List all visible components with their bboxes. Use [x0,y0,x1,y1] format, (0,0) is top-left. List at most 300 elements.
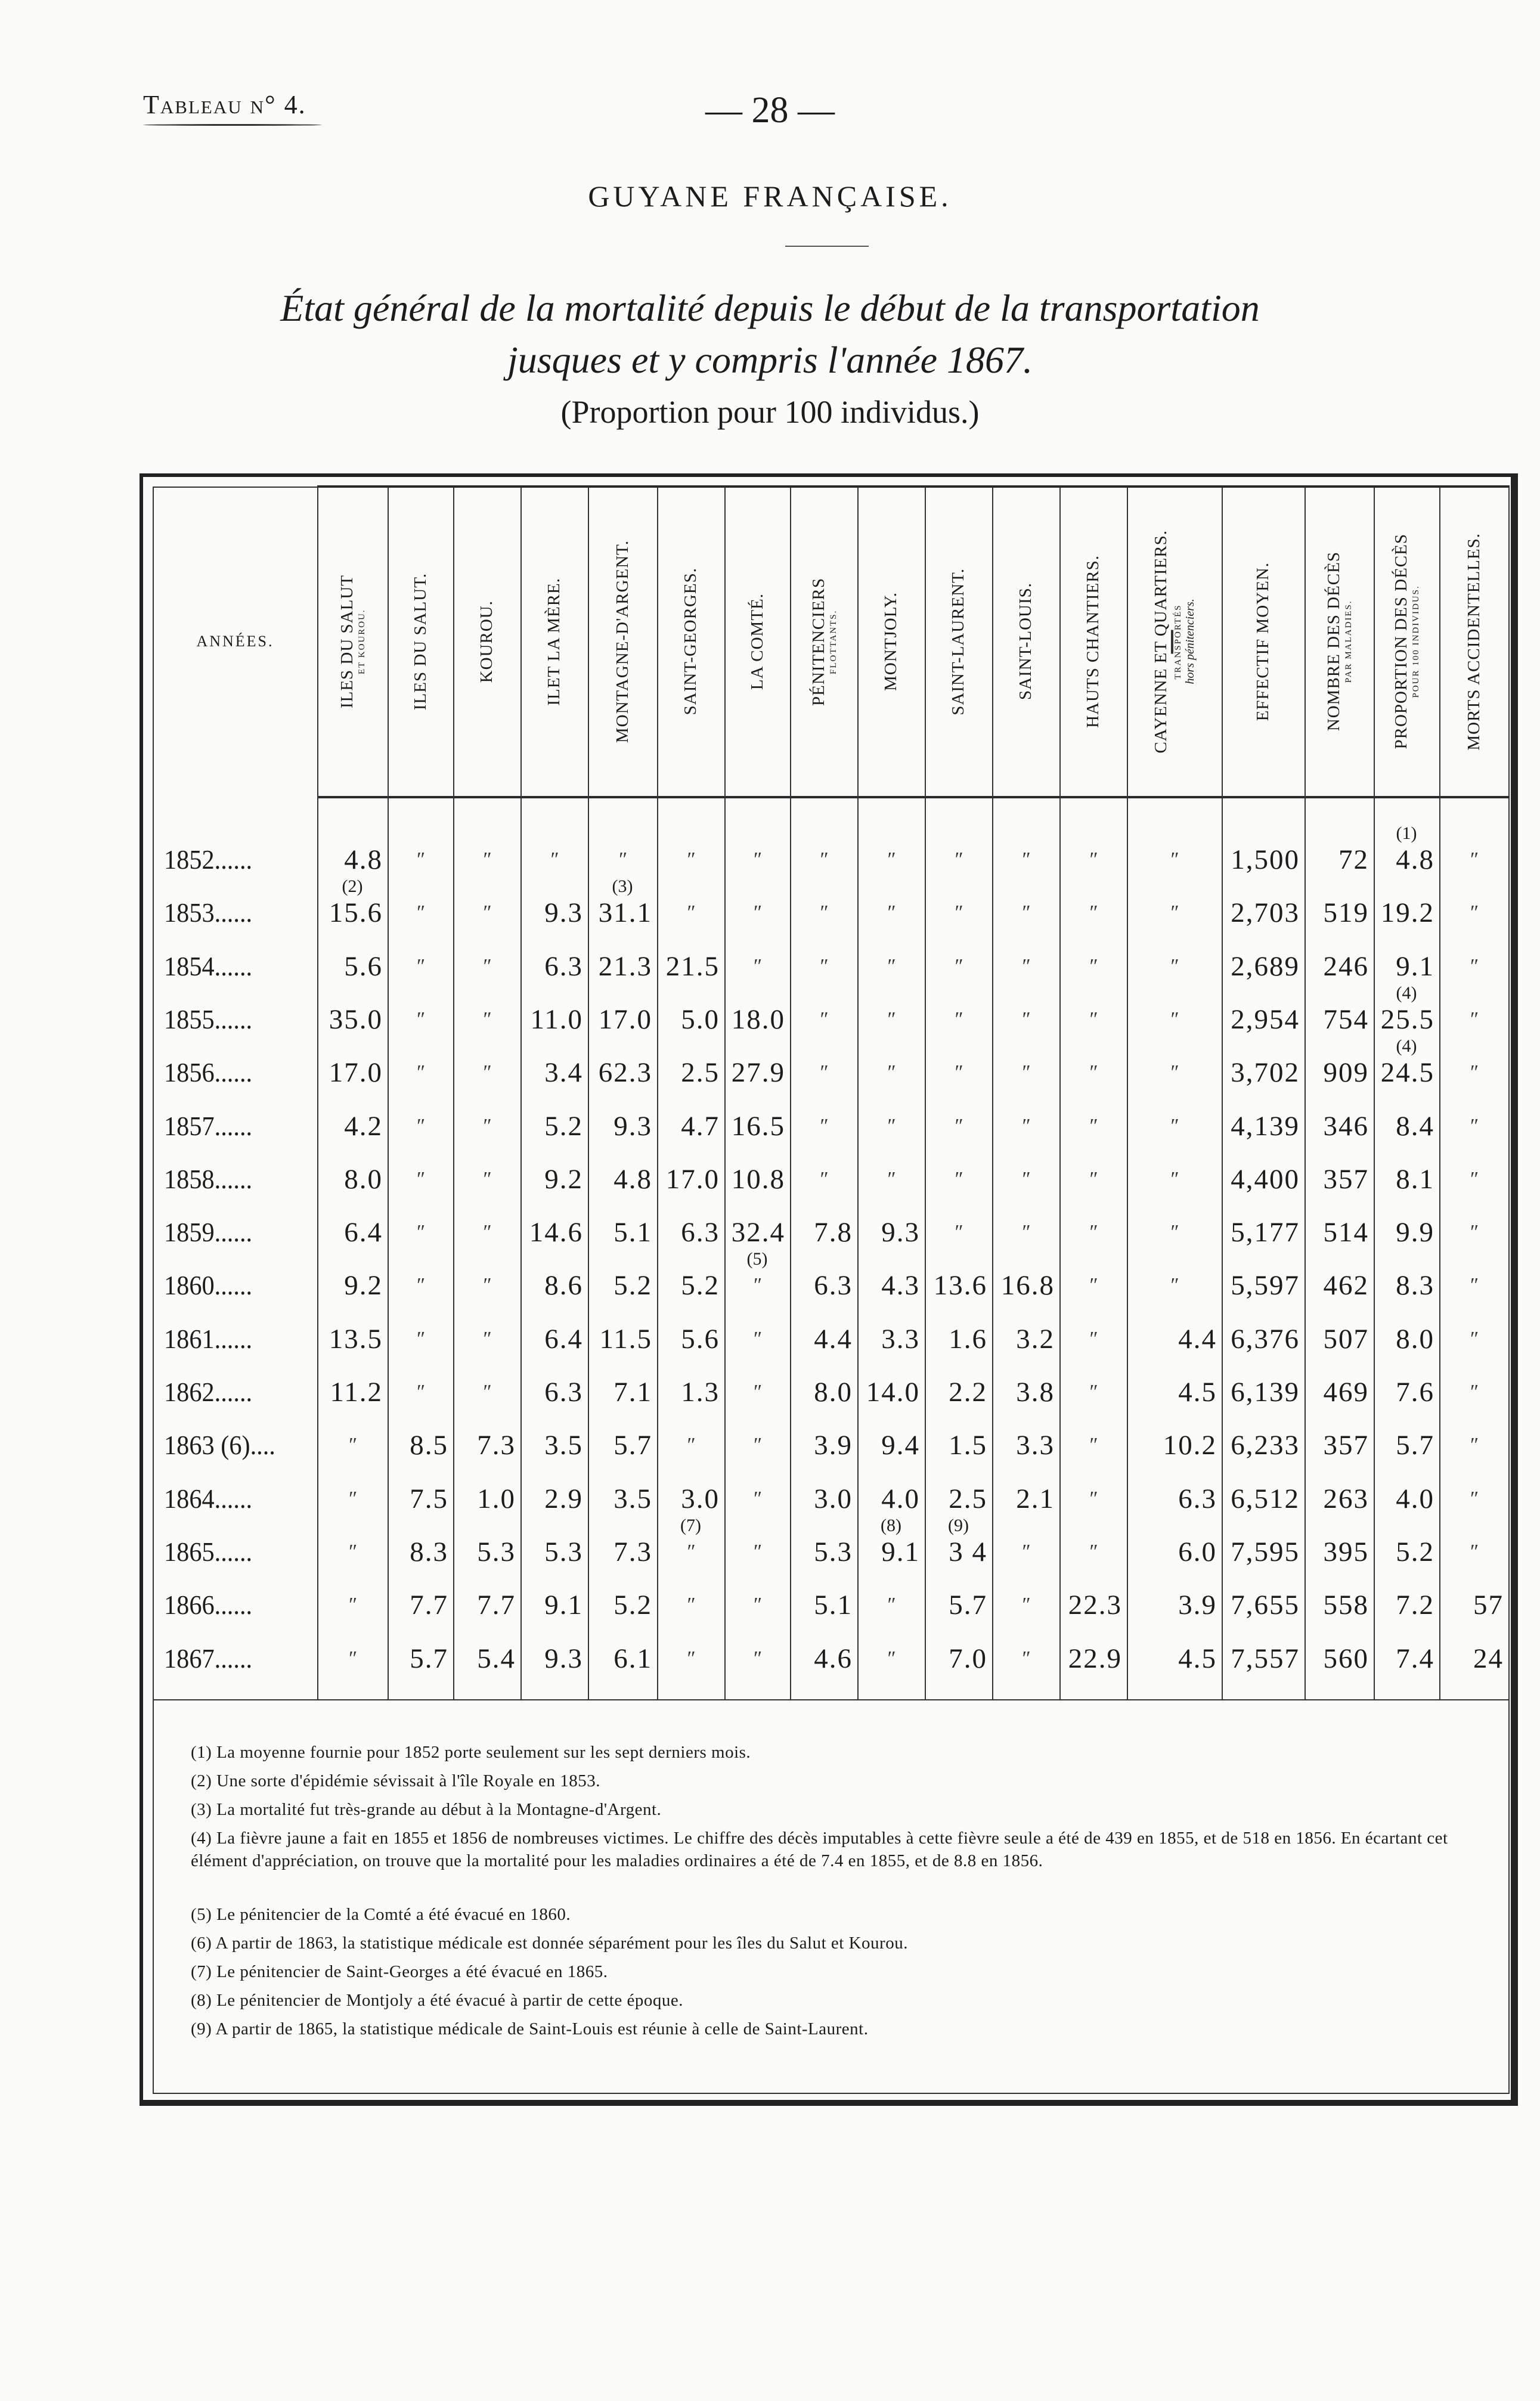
column-header [588,490,657,793]
table-cell: 5.2 [681,1270,720,1302]
ditto-mark: ″ [686,1540,696,1563]
table-cell: 6.3 [544,950,583,982]
table-cell: 7.3 [613,1536,652,1567]
table-cell: 17.0 [665,1163,720,1195]
ditto-mark: ″ [1021,1594,1031,1616]
table-cell: 7.6 [1396,1377,1434,1408]
table-cell: 4.6 [814,1643,853,1674]
table-cell: 8.0 [344,1163,383,1195]
footnote: (8) Le pénitencier de Montjoly a été évacué à partir de cette époque. [191,1991,683,2010]
column-header-text [411,573,430,710]
table-cell: 7.0 [949,1643,987,1674]
ditto-mark: ″ [415,1381,426,1403]
ditto-mark: ″ [1088,1434,1098,1457]
table-cell: 8.3 [1396,1270,1434,1302]
footnote-reference: (5) [746,1249,768,1269]
table-cell: 4.0 [881,1483,920,1514]
table-cell: 7.8 [814,1217,853,1248]
footnote: (5) Le pénitencier de la Comté a été évacué en 1860. [191,1905,571,1924]
table-cell: 5,177 [1231,1217,1300,1248]
table-cell: 5.3 [544,1536,583,1567]
ditto-mark: ″ [1468,901,1479,924]
column-header-sublabel: POUR 100 INDIVIDUS. [1411,585,1421,698]
table-cell: 5.2 [544,1110,583,1142]
column-header [453,490,520,793]
table-cell: 7.2 [1396,1590,1434,1621]
ditto-mark: ″ [617,848,628,870]
column-header-label: MONTAGNE-D'ARGENT. [612,540,632,743]
table-cell: 2,703 [1231,897,1300,929]
table-cell: 9.1 [544,1590,583,1621]
table-cell: 246 [1323,950,1369,982]
column-header [857,490,925,793]
ditto-mark: ″ [953,955,963,977]
table-cell: 3 4 [949,1536,987,1567]
table-cell: 16.5 [731,1110,785,1142]
table-cell: 5.6 [681,1323,720,1355]
ditto-mark: ″ [752,1381,763,1403]
ditto-mark: ″ [1021,848,1031,870]
table-cell: 2.5 [681,1057,720,1089]
ditto-mark: ″ [752,1274,763,1297]
ditto-mark: ″ [1468,1487,1479,1510]
table-cell: 6.3 [681,1217,720,1248]
row-year: 1858...... [164,1163,253,1194]
column-header [1222,490,1304,793]
page-number: — 28 — [705,90,835,131]
table-cell: 31.1 [598,897,652,929]
column-header-text [681,568,701,715]
ditto-mark: ″ [1021,901,1031,924]
ditto-mark: ″ [1169,1221,1179,1244]
ditto-mark: ″ [1468,1008,1479,1030]
ditto-mark: ″ [482,1327,492,1350]
row-year: 1853...... [164,897,253,928]
title-line-2: jusques et y compris l'année 1867. [507,339,1033,381]
ditto-mark: ″ [1088,1061,1098,1084]
ditto-mark: ″ [1169,1167,1179,1190]
table-cell: 17.0 [598,1003,652,1035]
ditto-mark: ″ [886,955,896,977]
row-year: 1860...... [164,1270,253,1301]
ditto-mark: ″ [819,1061,829,1084]
column-header-label: MONTJOLY. [881,592,900,691]
footnote-reference: (4) [1396,1036,1417,1057]
table-cell: 22.3 [1068,1590,1122,1621]
table-cell: 5.2 [1396,1536,1434,1567]
table-cell: 909 [1323,1057,1369,1089]
table-cell: 9.3 [544,897,583,929]
table-cell: 3.3 [881,1323,920,1355]
column-header [790,490,857,793]
table-cell: 3.5 [613,1483,652,1514]
table-cell: 3.9 [1178,1590,1217,1621]
table-cell: 507 [1323,1323,1369,1355]
table-cell: 4.3 [881,1270,920,1302]
ditto-mark: ″ [482,1221,492,1244]
ditto-mark: ″ [819,1167,829,1190]
column-header-text [949,568,968,715]
ditto-mark: ″ [1468,1434,1479,1457]
table-cell: 4.4 [1178,1323,1217,1355]
column-header [1304,490,1374,793]
footnote-reference: (8) [881,1515,901,1535]
header-top-rule [317,485,1510,488]
table-cell: 6.4 [344,1217,383,1248]
ditto-mark: ″ [1088,1114,1098,1137]
ditto-mark: ″ [752,1647,763,1669]
ditto-mark: ″ [686,848,696,870]
table-cell: 7,595 [1231,1536,1300,1567]
region-heading: GUYANE FRANÇAISE. [588,179,952,213]
column-header [925,490,992,793]
ditto-mark: ″ [1169,901,1179,924]
table-cell: 9.3 [613,1110,652,1142]
column-header-label: EFFECTIF MOYEN. [1253,562,1272,721]
ditto-mark: ″ [482,848,492,870]
ditto-mark: ″ [1169,1061,1179,1084]
table-cell: 9.4 [881,1430,920,1461]
table-cell: 2.1 [1016,1483,1055,1514]
ditto-mark: ″ [953,1114,963,1137]
table-cell: 7.5 [410,1483,448,1514]
header-bottom-rule [317,796,1510,798]
ditto-mark: ″ [1088,1274,1098,1297]
table-cell: 8.3 [410,1536,448,1567]
column-header-text [1083,555,1103,728]
ditto-mark: ″ [953,1221,963,1244]
table-cell: 2.9 [544,1483,583,1514]
ditto-mark: ″ [347,1434,358,1457]
column-header-text [1392,534,1421,749]
ditto-mark: ″ [415,955,426,977]
table-cell: 7.1 [613,1377,652,1408]
table-cell: 4.8 [613,1163,652,1195]
table-cell: 2,954 [1231,1003,1300,1035]
column-header-label: PÉNITENCIERS [808,577,828,706]
table-cell: 72 [1338,844,1369,875]
table-cell: 8.6 [544,1270,583,1302]
ditto-mark: ″ [1021,1647,1031,1669]
row-year: 1855...... [164,1003,253,1034]
table-cell: 32.4 [731,1217,785,1248]
ditto-mark: ″ [752,848,763,870]
table-cell: 519 [1323,897,1369,929]
table-cell: 3.0 [814,1483,853,1514]
table-cell: 22.9 [1068,1643,1122,1674]
ditto-mark: ″ [686,1594,696,1616]
ditto-mark: ″ [415,1167,426,1190]
column-header [724,490,790,793]
footnote-reference: (4) [1396,983,1417,1003]
column-header [317,490,388,793]
table-cell: 6,512 [1231,1483,1300,1514]
table-cell: 5.1 [814,1590,853,1621]
ditto-mark: ″ [953,901,963,924]
table-cell: 1,500 [1231,844,1300,875]
table-cell: 4,139 [1231,1110,1300,1142]
ditto-mark: ″ [1088,1381,1098,1403]
table-cell: 13.5 [329,1323,383,1355]
table-cell: 8.0 [814,1377,853,1408]
table-cell: 2.5 [949,1483,987,1514]
table-cell: 6,233 [1231,1430,1300,1461]
table-cell: 2.2 [949,1377,987,1408]
column-header-label: ILES DU SALUT. [410,572,430,711]
ditto-mark: ″ [347,1487,358,1510]
table-cell: 9.2 [544,1163,583,1195]
footnote-reference: (9) [948,1515,969,1535]
ditto-mark: ″ [886,1008,896,1030]
table-cell: 7.4 [1396,1643,1434,1674]
ditto-mark: ″ [953,1008,963,1030]
column-header-text [1151,530,1197,754]
table-cell: 10.2 [1163,1430,1217,1461]
table-cell: 9.1 [1396,950,1434,982]
table-cell: 19.2 [1380,897,1434,929]
ditto-mark: ″ [1021,1114,1031,1137]
ditto-mark: ″ [482,1008,492,1030]
ditto-mark: ″ [1088,1487,1098,1510]
table-cell: 2,689 [1231,950,1300,982]
table-cell: 3.2 [1016,1323,1055,1355]
table-cell: 8.5 [410,1430,448,1461]
table-cell: 6.3 [544,1377,583,1408]
column-header [657,490,724,793]
ditto-mark: ″ [1169,1008,1179,1030]
ditto-mark: ″ [886,848,896,870]
table-cell: 4.0 [1396,1483,1434,1514]
table-cell: 754 [1323,1003,1369,1035]
table-cell: 24.5 [1380,1057,1434,1089]
ditto-mark: ″ [819,901,829,924]
ditto-mark: ″ [1021,1221,1031,1244]
footnote: (3) La mortalité fut très-grande au début à la Montagne-d'Argent. [191,1800,662,1819]
table-cell: 357 [1323,1163,1369,1195]
row-year: 1861...... [164,1323,253,1354]
ditto-mark: ″ [1468,1221,1479,1244]
footnote-reference: (7) [680,1515,701,1535]
table-cell: 6.4 [544,1323,583,1355]
ditto-mark: ″ [886,1167,896,1190]
ditto-mark: ″ [686,1647,696,1669]
column-header-text [1464,533,1484,751]
ditto-mark: ″ [1021,1167,1031,1190]
table-cell: 5.7 [613,1430,652,1461]
table-cell: 5.3 [814,1536,853,1567]
column-header-label: ILES DU SALUT [337,574,357,709]
table-cell: 6,139 [1231,1377,1300,1408]
table-cell: 14.0 [866,1377,920,1408]
ditto-mark: ″ [819,1008,829,1030]
column-header-text [881,592,901,691]
ditto-mark: ″ [752,955,763,977]
table-cell: 357 [1323,1430,1369,1461]
table-cell: 1.5 [949,1430,987,1461]
column-header-label: PROPORTION DES DÉCÈS [1392,534,1411,749]
ditto-mark: ″ [415,1008,426,1030]
table-cell: 4.5 [1178,1643,1217,1674]
footnote-reference: (2) [342,876,363,897]
title-line-1: État général de la mortalité depuis le début de la transportation [280,287,1260,329]
table-cell: 6.0 [1178,1536,1217,1567]
table-cell: 27.9 [731,1057,785,1089]
table-cell: 7,655 [1231,1590,1300,1621]
column-header-text [337,575,367,708]
table-cell: 3.9 [814,1430,853,1461]
footnote: (7) Le pénitencier de Saint-Georges a été évacué en 1865. [191,1962,608,1981]
column-header-label: CAYENNE ET QUARTIERS. [1151,529,1170,754]
column-header-label: KOUROU. [477,600,496,683]
table-cell: 7.7 [410,1590,448,1621]
ditto-mark: ″ [1088,1167,1098,1190]
footnote: (4) La fièvre jaune a fait en 1855 et 1856 de nombreuses victimes. Le chiffre des décès imputables à cette fièvre seule a été de 439 en 1855, et de 518 en 1856. En écartant cet élément d'appréciation, on trouve que la mortalité pour les maladies ordinaires a été de 7.4 en 1855, et de 8.8 en 1856. [191,1829,1448,1870]
ditto-mark: ″ [415,1221,426,1244]
table-cell: 9.9 [1396,1217,1434,1248]
table-cell: 21.3 [598,950,652,982]
ditto-mark: ″ [1468,1327,1479,1350]
column-header [388,490,453,793]
table-cell: 13.6 [933,1270,987,1302]
table-cell: 1.3 [681,1377,720,1408]
table-cell: 514 [1323,1217,1369,1248]
table-cell: 24 [1473,1643,1504,1674]
footnote: (6) A partir de 1863, la statistique médicale est donnée séparément pour les îles du Salut et Kourou. [191,1934,908,1953]
table-cell: 5.4 [477,1643,516,1674]
table-cell: 8.1 [1396,1163,1434,1195]
ditto-mark: ″ [1468,1381,1479,1403]
table-cell: 11.0 [530,1003,583,1035]
table-cell: 7.7 [477,1590,516,1621]
column-header-label: HAUTS CHANTIERS. [1083,555,1102,728]
ditto-mark: ″ [1021,1008,1031,1030]
column-header-text [544,578,564,706]
table-cell: 62.3 [598,1057,652,1089]
ditto-mark: ″ [482,1274,492,1297]
column-header-label: SAINT-LAURENT. [949,568,968,715]
table-cell: 18.0 [731,1003,785,1035]
table-cell: 4.2 [344,1110,383,1142]
column-header-label: LA COMTÉ. [747,593,767,690]
table-cell: 346 [1323,1110,1369,1142]
column-header-sublabel: TRANSPORTÉS [1173,603,1183,680]
table-cell: 3.8 [1016,1377,1055,1408]
ditto-mark: ″ [482,955,492,977]
table-cell: 560 [1323,1643,1369,1674]
column-header-label: ILET LA MÈRE. [544,577,563,706]
column-header-label: NOMBRE DES DÉCÈS [1324,552,1343,732]
table-cell: 3,702 [1231,1057,1300,1089]
table-cell: 25.5 [1380,1003,1434,1035]
table-cell: 4.7 [681,1110,720,1142]
table-cell: 8.0 [1396,1323,1434,1355]
table-cell: 4.8 [1396,844,1434,875]
table-cell: 4.4 [814,1323,853,1355]
column-header-label: MORTS ACCIDENTELLES. [1464,532,1483,751]
footnote: (2) Une sorte d'épidémie sévissait à l'île Royale en 1853. [191,1771,600,1790]
column-header-sublabel: ET KOUROU. [357,609,367,674]
row-year: 1863 (6).... [164,1430,275,1461]
table-cell: 5.7 [1396,1430,1434,1461]
footnote: (9) A partir de 1865, la statistique médicale de Saint-Louis est réunie à celle de Saint-Laurent. [191,2019,869,2038]
ditto-mark: ″ [752,1487,763,1510]
table-cell: 8.4 [1396,1110,1434,1142]
subtitle: (Proportion pour 100 individus.) [560,394,980,430]
ditto-mark: ″ [482,1381,492,1403]
table-cell: 35.0 [329,1003,383,1035]
column-header [1374,490,1439,793]
ditto-mark: ″ [953,1167,963,1190]
ditto-mark: ″ [1169,848,1179,870]
row-year: 1862...... [164,1377,253,1407]
ditto-mark: ″ [1088,1540,1098,1563]
table-number: Tableau n° 4. [143,90,306,119]
ditto-mark: ″ [953,848,963,870]
table-cell: 17.0 [329,1057,383,1089]
table-cell: 7.3 [477,1430,516,1461]
column-header [992,490,1059,793]
table-cell: 1.6 [949,1323,987,1355]
ditto-mark: ″ [1021,955,1031,977]
ditto-mark: ″ [1468,1167,1479,1190]
ditto-mark: ″ [819,955,829,977]
ditto-mark: ″ [1088,1327,1098,1350]
row-year: 1864...... [164,1483,253,1514]
footnote: (1) La moyenne fournie pour 1852 porte seulement sur les sept derniers mois. [191,1743,751,1762]
table-cell: 5.7 [410,1643,448,1674]
ditto-mark: ″ [1088,955,1098,977]
table-cell: 14.6 [529,1217,583,1248]
table-cell: 5.7 [949,1590,987,1621]
table-cell: 5.2 [613,1270,652,1302]
table-cell: 462 [1323,1270,1369,1302]
column-header-text [1016,583,1036,700]
table-cell: 395 [1323,1536,1369,1567]
row-year: 1854...... [164,950,253,981]
ditto-mark: ″ [686,901,696,924]
ditto-mark: ″ [415,1274,426,1297]
ditto-mark: ″ [1169,955,1179,977]
ditto-mark: ″ [1468,1114,1479,1137]
ditto-mark: ″ [549,848,559,870]
table-cell: 57 [1473,1590,1504,1621]
table-cell: 1.0 [477,1483,516,1514]
ditto-mark: ″ [1021,1540,1031,1563]
table-cell: 15.6 [329,897,383,929]
table-cell: 5.6 [344,950,383,982]
ditto-mark: ″ [482,1061,492,1084]
ditto-mark: ″ [347,1647,358,1669]
table-cell: 4.8 [344,844,383,875]
table-cell: 558 [1323,1590,1369,1621]
ditto-mark: ″ [1088,901,1098,924]
column-header [1439,490,1508,793]
table-cell: 16.8 [1000,1270,1055,1302]
column-header-text [1253,562,1273,721]
ditto-mark: ″ [752,1327,763,1350]
table-cell: 9.2 [344,1270,383,1302]
ditto-mark: ″ [1468,955,1479,977]
ditto-mark: ″ [886,1114,896,1137]
column-header-years: ANNÉES. [196,633,274,650]
ditto-mark: ″ [1169,1114,1179,1137]
table-cell: 5.3 [477,1536,516,1567]
row-year: 1866...... [164,1590,253,1621]
ditto-mark: ″ [686,1434,696,1457]
row-year: 1859...... [164,1217,253,1248]
table-body-bottom-rule [153,1699,1510,1700]
table-cell: 3.4 [544,1057,583,1089]
